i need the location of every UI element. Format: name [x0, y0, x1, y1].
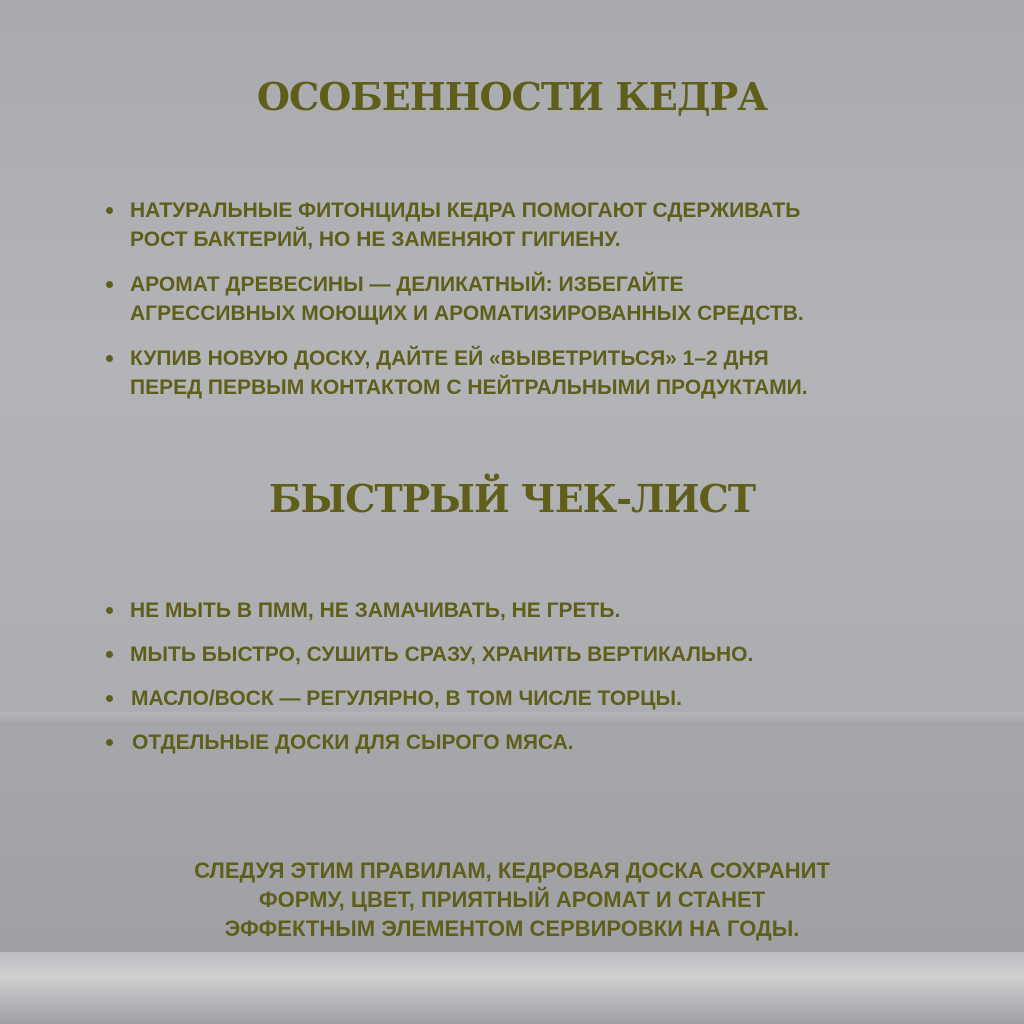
list-item: [106, 640, 966, 669]
list-item-line: РОСТ БАКТЕРИЙ, НО НЕ ЗАМЕНЯЮТ ГИГИЕНУ.: [130, 228, 621, 251]
list-item-line: КУПИВ НОВУЮ ДОСКУ, ДАЙТЕ ЕЙ «ВЫВЕТРИТЬСЯ» 1–2 ДНЯ: [130, 347, 769, 370]
bullet-icon: [106, 607, 113, 614]
footer-line: ФОРМУ, ЦВЕТ, ПРИЯТНЫЙ АРОМАТ И СТАНЕТ: [258, 887, 766, 912]
list-item: [106, 684, 966, 713]
cedar-features-list: [106, 196, 966, 418]
section-title-quick-checklist: БЫСТРЫЙ ЧЕК-ЛИСТ: [268, 476, 756, 521]
footer-line: СЛЕДУЯ ЭТИМ ПРАВИЛАМ, КЕДРОВАЯ ДОСКА СОХРАНИТ: [194, 858, 830, 883]
bullet-icon: [106, 281, 113, 288]
list-item-line: АРОМАТ ДРЕВЕСИНЫ — ДЕЛИКАТНЫЙ: ИЗБЕГАЙТЕ: [130, 273, 684, 296]
list-item-line: НАТУРАЛЬНЫЕ ФИТОНЦИДЫ КЕДРА ПОМОГАЮТ СДЕРЖИВАТЬ: [130, 199, 801, 222]
bullet-icon: [106, 355, 113, 362]
list-item-text: МАСЛО/ВОСК — РЕГУЛЯРНО, В ТОМ ЧИСЛЕ ТОРЦЫ.: [131, 687, 682, 710]
bullet-icon: [106, 207, 113, 214]
bullet-icon: [106, 651, 113, 658]
footer-line: ЭФФЕКТНЫМ ЭЛЕМЕНТОМ СЕРВИРОВКИ НА ГОДЫ.: [224, 916, 800, 941]
footer-conclusion: [0, 856, 1024, 943]
list-item-text: МЫТЬ БЫСТРО, СУШИТЬ СРАЗУ, ХРАНИТЬ ВЕРТИКАЛЬНО.: [130, 643, 754, 666]
quick-checklist-list: [106, 596, 966, 772]
bullet-icon: [106, 739, 113, 746]
list-item: [106, 596, 966, 625]
list-item-line: ПЕРЕД ПЕРВЫМ КОНТАКТОМ С НЕЙТРАЛЬНЫМИ ПРОДУКТАМИ.: [130, 376, 808, 399]
list-item: [106, 728, 966, 757]
list-item-text: ОТДЕЛЬНЫЕ ДОСКИ ДЛЯ СЫРОГО МЯСА.: [132, 731, 574, 754]
list-item-text: НЕ МЫТЬ В ПММ, НЕ ЗАМАЧИВАТЬ, НЕ ГРЕТЬ.: [130, 599, 621, 622]
background-floor: [0, 952, 1024, 1024]
bullet-icon: [106, 695, 113, 702]
section-title-cedar-features: ОСОБЕННОСТИ КЕДРА: [256, 74, 768, 119]
list-item: [106, 196, 966, 254]
list-item: [106, 270, 966, 328]
list-item-line: АГРЕССИВНЫХ МОЮЩИХ И АРОМАТИЗИРОВАННЫХ СРЕДСТВ.: [130, 302, 804, 325]
list-item: [106, 344, 966, 402]
